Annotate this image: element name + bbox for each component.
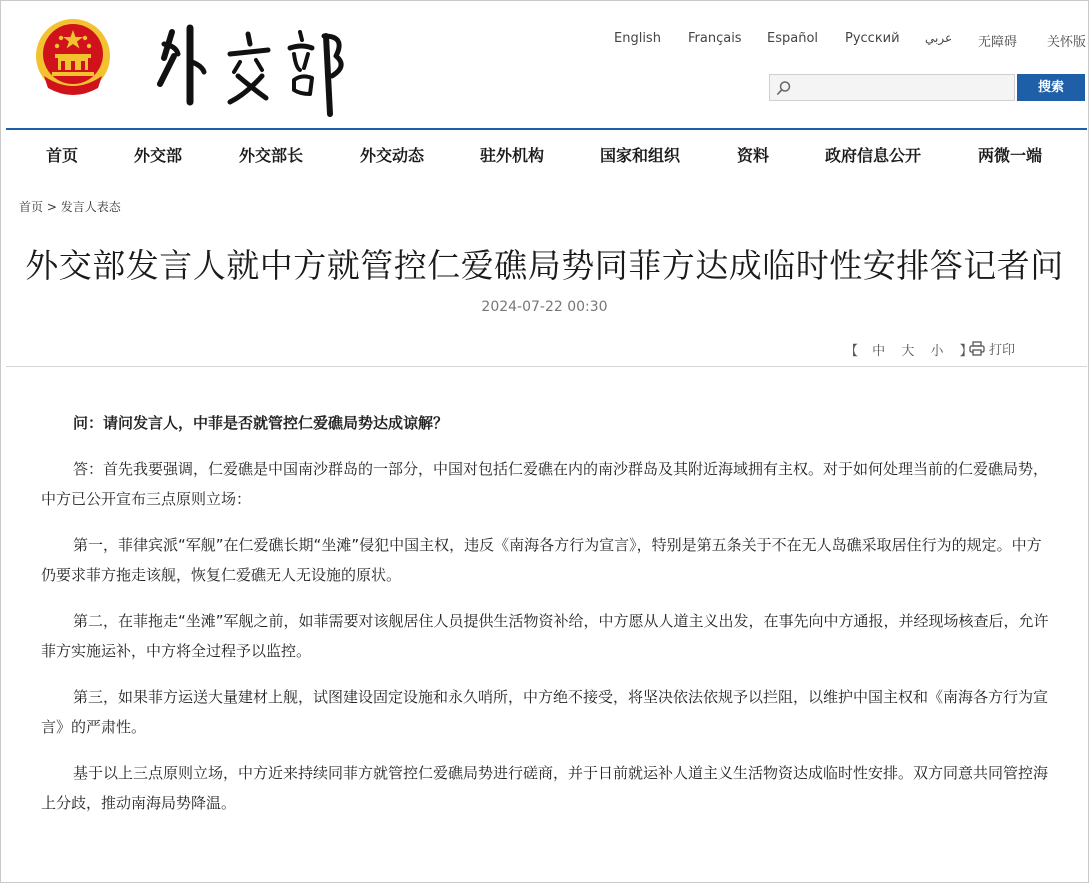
breadcrumb-home-link[interactable]: 首页 [19, 200, 44, 214]
breadcrumb [19, 198, 121, 215]
nav-item-ministry[interactable]: 外交部 [134, 146, 183, 165]
lang-spanish-link[interactable]: Español [767, 31, 819, 46]
nav-item-government-info[interactable]: 政府信息公开 [825, 146, 922, 165]
breadcrumb-separator: > [46, 200, 57, 214]
search-button[interactable]: 搜索 [1017, 74, 1085, 101]
nav-item-resources[interactable]: 资料 [737, 146, 770, 165]
search-box [769, 74, 1015, 101]
nav-item-diplomatic-news[interactable]: 外交动态 [360, 146, 425, 165]
article-body [41, 408, 1051, 834]
printer-icon [969, 341, 985, 356]
article-title: 外交部发言人就中方就管控仁爱礁局势同菲方达成临时性安排答记者问 [25, 246, 1064, 285]
nav-item-missions-abroad[interactable]: 驻外机构 [480, 146, 545, 165]
lang-russian-link[interactable]: Русский [845, 31, 900, 46]
font-size-medium-button[interactable]: 中 [872, 344, 886, 359]
ministry-logo-calligraphy[interactable] [150, 14, 360, 118]
lang-english-link[interactable]: English [614, 31, 661, 46]
print-label: 打印 [989, 343, 1016, 358]
print-button[interactable] [969, 339, 1015, 358]
article-paragraph: 第三，如果菲方运送大量建材上舰，试图建设固定设施和永久哨所，中方绝不接受，将坚决依法依规予以拦阻，以维护中国主权和《南海各方行为宣言》的严肃性。 [41, 688, 1049, 736]
font-size-controls [845, 340, 983, 359]
main-nav [6, 130, 1087, 175]
font-size-bracket-close: 】 [959, 344, 973, 359]
font-size-large-button[interactable]: 大 [901, 344, 915, 359]
search-icon [776, 80, 792, 96]
article-paragraph: 答：首先我要强调，仁爱礁是中国南沙群岛的一部分，中国对包括仁爱礁在内的南沙群岛及其附近海域拥有主权。对于如何处理当前的仁爱礁局势，中方已公开宣布三点原则立场： [41, 460, 1049, 508]
nav-item-countries-organizations[interactable]: 国家和组织 [600, 146, 681, 165]
breadcrumb-current-link[interactable]: 发言人表态 [60, 200, 121, 214]
nav-item-minister[interactable]: 外交部长 [239, 146, 304, 165]
article-paragraph: 基于以上三点原则立场，中方近来持续同菲方就管控仁爱礁局势进行磋商，并于日前就运补人道主义生活物资达成临时性安排。双方同意共同管控海上分歧，推动南海局势降温。 [41, 764, 1049, 812]
article-paragraph: 第二，在菲拖走“坐滩”军舰之前，如菲需要对该舰居住人员提供生活物资补给，中方愿从人道主义出发，在事先向中方通报，并经现场核查后，允许菲方实施运补，中方将全过程予以监控。 [41, 612, 1049, 660]
nav-item-home[interactable]: 首页 [46, 146, 79, 165]
search-input[interactable] [796, 77, 1010, 100]
article-paragraph: 第一，菲律宾派“军舰”在仁爱礁长期“坐滩”侵犯中国主权，违反《南海各方行为宣言》，特别是第五条关于不在无人岛礁采取居住行为的规定。中方仍要求菲方拖走该舰，恢复仁爱礁无人无设施的原状。 [41, 536, 1042, 584]
content-divider [6, 366, 1087, 367]
national-emblem-icon[interactable] [34, 16, 112, 98]
lang-arabic-link[interactable]: عربي [925, 31, 953, 45]
lang-french-link[interactable]: Français [688, 31, 742, 46]
article-question: 问：请问发言人，中菲是否就管控仁爱礁局势达成谅解？ [73, 414, 449, 432]
nav-item-social-media[interactable]: 两微一端 [978, 146, 1043, 165]
elderly-care-link[interactable]: 关怀版 [1047, 35, 1087, 50]
font-size-small-button[interactable]: 小 [930, 344, 944, 359]
font-size-bracket-open: 【 [845, 344, 859, 359]
accessibility-link[interactable]: 无障碍 [978, 35, 1018, 50]
article-date: 2024-07-22 00:30 [481, 299, 608, 315]
